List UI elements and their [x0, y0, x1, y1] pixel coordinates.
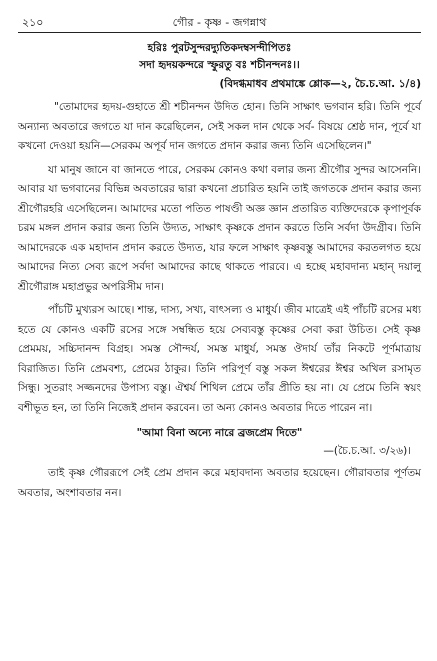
body-paragraph: পাঁচটি মুখ্যরস আছে। শান্ত, দাস্য, সখ্য, বাৎসল্য ও মাধুর্য। জীব মাত্রেই এই পাঁচটি রসের মধ্য হতে যে কোনও একটি রসের সঙ্গে সম্বন্ধিত হয়ে সেব্যবস্তু কৃষ্ণের সেবা করা উচিত। সেই কৃষ্ণ প্রেমময়, সচ্চিদানন্দ বিগ্রহ। সমস্ত সৌন্দর্য, সমস্ত মাধুর্য, সমস্ত ঔদার্য তাঁর নিকটে পূর্ণমাত্রায় বিরাজিত। তিনি প্রেমবশ্য, প্রেমের ঠাকুর। তিনি পরিপূর্ণ বস্তু সকল ঈশ্বরের ঈশ্বর অখিল রসামৃত সিন্ধু। সুতরাং সজ্জনদের উপাস্য বস্তু। ঐশ্বর্য শিথিল প্রেমে তাঁর প্রীতি হয় না। যে প্রেমে তিনি স্বয়ং বশীভূত হন, তা তিনি নিজেই প্রদান করবেন। তা অন্য কোনও অবতার দিতে পারেন না।: [18, 304, 421, 414]
sanskrit-verse: [18, 40, 421, 74]
header-rule: [18, 32, 421, 33]
translation-paragraph: "তোমাদের হৃদয়-গুহাতে শ্রী শচীনন্দন উদিত হোন। তিনি সাক্ষাৎ ভগবান হরি। তিনি পূর্বে অন্যান্য অবতারে জগতে যা দান করেছিলেন, সেই সকল দান থেকে সর্ব- বিষয়ে শ্রেষ্ঠ দান, পূর্বে যা কখনো দেওয়া হয়নি—সেরকম অপূর্ব দান জগতে প্রদান করার জন্য তিনি এসেছিলেন।": [18, 101, 421, 152]
verse-citation: (বিদগ্ধমাধব প্রথমাঙ্কে শ্লোক—২, চৈ.চ.আ. ১/৪): [219, 78, 421, 90]
page-header: [18, 10, 421, 30]
running-title: গৌর - কৃষ্ণ - জগন্নাথ: [172, 16, 267, 29]
verse-line-2: সদা হৃদয়কন্দরে স্ফুরতু বঃ শচীনন্দনঃ।।: [139, 59, 300, 71]
body-paragraph: তাই কৃষ্ণ গৌররূপে সেই প্রেম প্রদান করে মহাবদান্য অবতার হয়েছেন। গৌরাবতার পূর্ণতম অবতার, অংশাবতার নন।: [18, 467, 421, 499]
page-number: ২১০: [22, 16, 44, 29]
body-paragraph: যা মানুষ জানে বা জানতে পারে, সেরকম কোনও কথা বলার জন্য শ্রীগৌর সুন্দর আসেননি। আবার যা ভগবানের বিভিন্ন অবতারের দ্বারা কখনো প্রচারিত হয়নি তাই জগতকে প্রদান করার জন্য শ্রীগৌরহরি এসেছিলেন। আমাদের মতো পতিত পাষণ্ডী অজ্ঞ জ্ঞান প্রতারিত ব্যক্তিদেরকে কৃপাপূর্বক চরম মঙ্গল প্রদান করার জন্য তিনি উদ্যত, সাক্ষাৎ কৃষ্ণকে প্রদান করতে তিনি সর্বদা উদগ্রীব। তিনি আমাদেরকে এক মহাদান প্রদান করতে উদ্যত, যার ফলে সাক্ষাৎ কৃষ্ণবস্তু আমাদের করতলগত হয়ে আমাদের নিত্য সেব্য রূপে সর্বদা আমাদের কাছে থাকতে পারবে। এ হচ্ছে মহাবদান্য মহান্ দয়ালু শ্রীগৌরাঙ্গ মহাপ্রভুর অপরিসীম দান।: [18, 163, 421, 293]
verse-line-1: হরিঃ পুরটসুন্দরদ্যুতিকদম্বসন্দীপিতঃ: [147, 42, 292, 54]
quote-text: "আমা বিনা অন্যে নারে ব্রজপ্রেম দিতে": [136, 427, 303, 439]
quote-citation: —(চৈ.চ.আ. ৩/২৬)।: [323, 445, 411, 457]
